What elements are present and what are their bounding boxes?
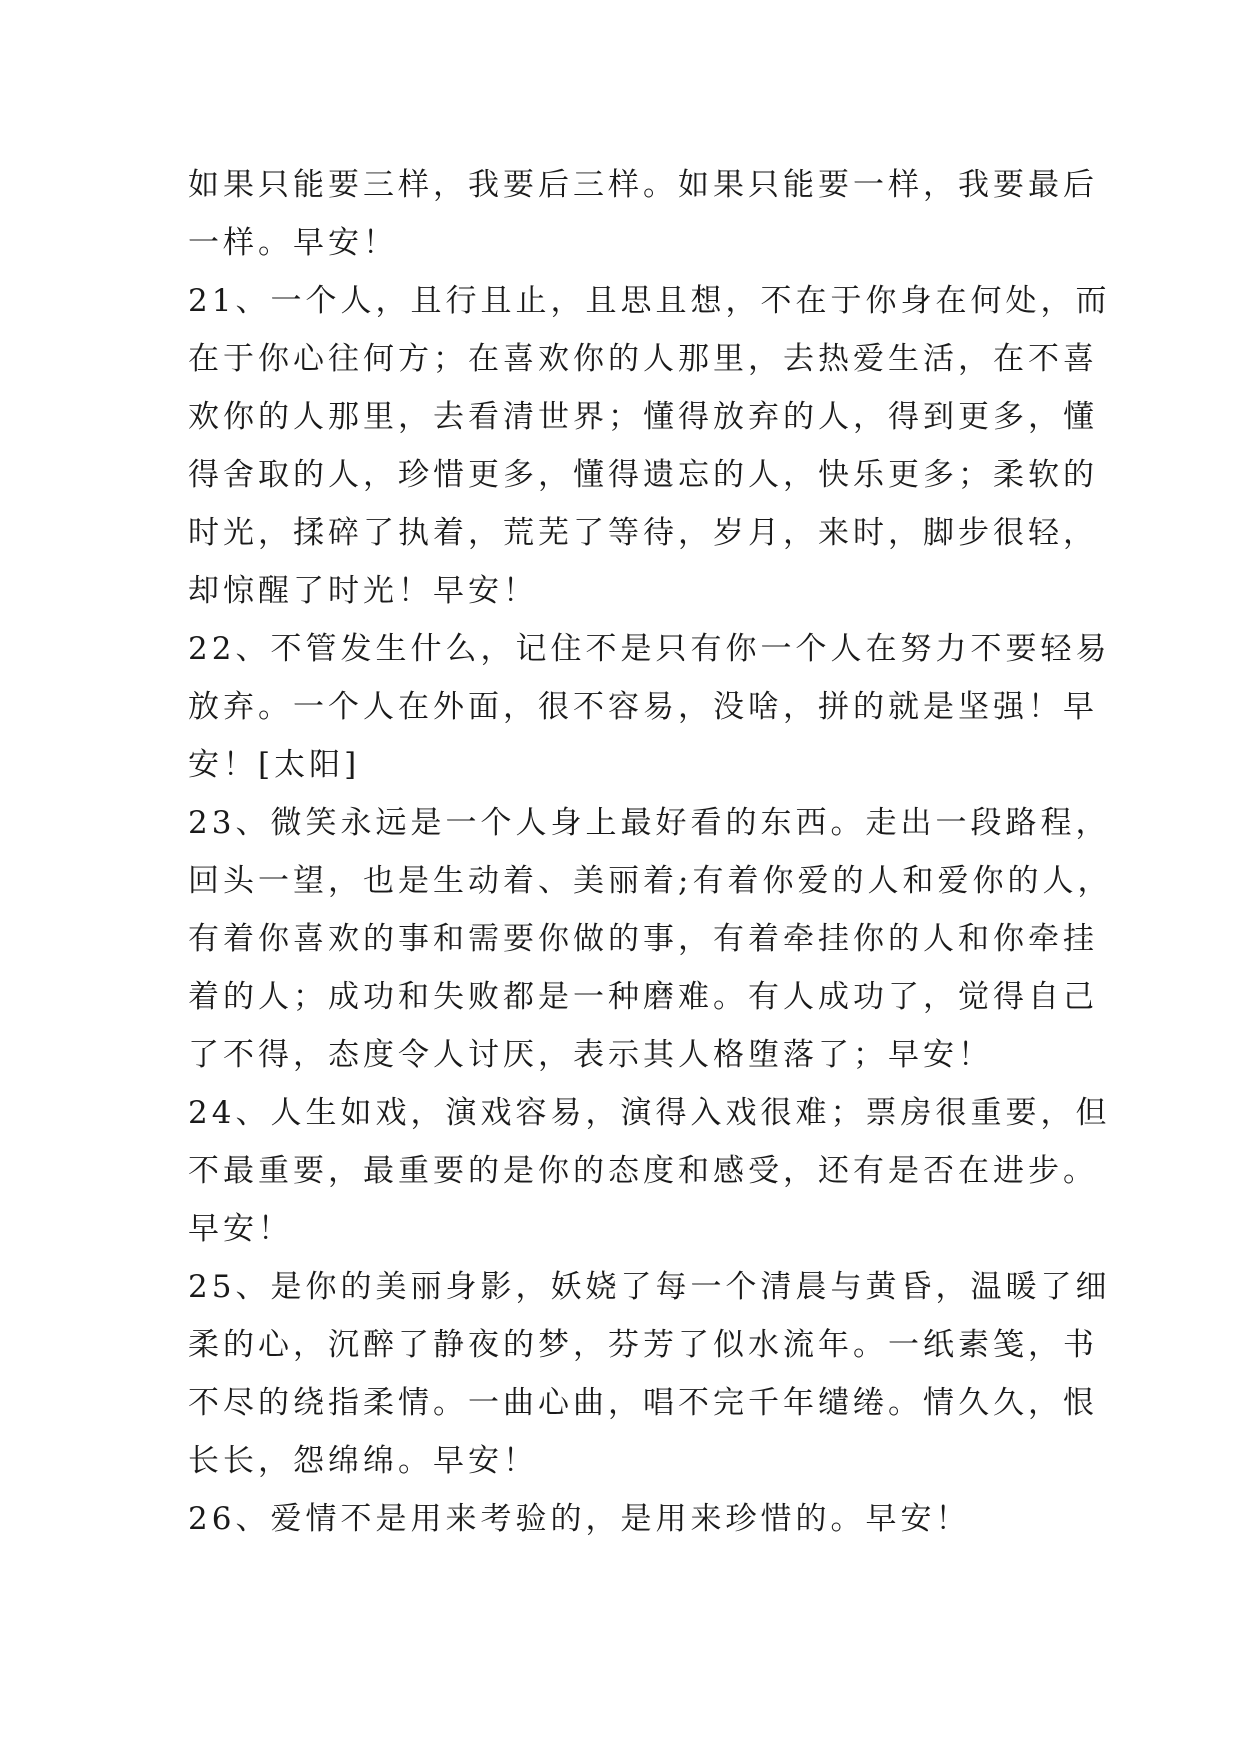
text-line: 一样。早安！ (188, 225, 398, 261)
text-line: 早安！ (188, 1211, 293, 1247)
text-line: 着的人；成功和失败都是一种磨难。有人成功了，觉得自己 (188, 979, 1098, 1015)
text-line: 24、人生如戏，演戏容易，演得入戏很难；票房很重要，但 (188, 1095, 1111, 1131)
text-line: 放弃。一个人在外面，很不容易，没啥，拼的就是坚强！早 (188, 689, 1098, 725)
text-line: 不最重要，最重要的是你的态度和感受，还有是否在进步。 (188, 1153, 1098, 1189)
text-line: 回头一望，也是生动着、美丽着;有着你爱的人和爱你的人， (188, 863, 1113, 899)
text-line: 了不得，态度令人讨厌，表示其人格堕落了；早安！ (188, 1037, 993, 1073)
text-line: 25、是你的美丽身影，妖娆了每一个清晨与黄昏，温暖了细 (188, 1269, 1111, 1305)
text-line: 长长，怨绵绵。早安！ (188, 1443, 538, 1479)
text-line: 22、不管发生什么，记住不是只有你一个人在努力不要轻易 (188, 631, 1111, 667)
text-line: 有着你喜欢的事和需要你做的事，有着牵挂你的人和你牵挂 (188, 921, 1098, 957)
text-line: 得舍取的人，珍惜更多，懂得遗忘的人，快乐更多；柔软的 (188, 457, 1098, 493)
text-line: 欢你的人那里，去看清世界；懂得放弃的人，得到更多，懂 (188, 399, 1098, 435)
text-line: 在于你心往何方；在喜欢你的人那里，去热爱生活，在不喜 (188, 341, 1098, 377)
text-line: 柔的心，沉醉了静夜的梦，芬芳了似水流年。一纸素笺，书 (188, 1327, 1098, 1363)
text-line: 26、爱情不是用来考验的，是用来珍惜的。早安！ (188, 1501, 971, 1537)
text-line: 安！[太阳] (188, 747, 361, 783)
text-line: 21、一个人，且行且止，且思且想，不在于你身在何处，而 (188, 283, 1111, 319)
document-body (188, 156, 1113, 1548)
text-line: 23、微笑永远是一个人身上最好看的东西。走出一段路程， (188, 805, 1111, 841)
text-line: 不尽的绕指柔情。一曲心曲，唱不完千年缱绻。情久久，恨 (188, 1385, 1098, 1421)
text-line: 如果只能要三样，我要后三样。如果只能要一样，我要最后 (188, 167, 1098, 203)
text-line: 却惊醒了时光！早安！ (188, 573, 538, 609)
text-line: 时光，揉碎了执着，荒芜了等待，岁月，来时，脚步很轻， (188, 515, 1098, 551)
